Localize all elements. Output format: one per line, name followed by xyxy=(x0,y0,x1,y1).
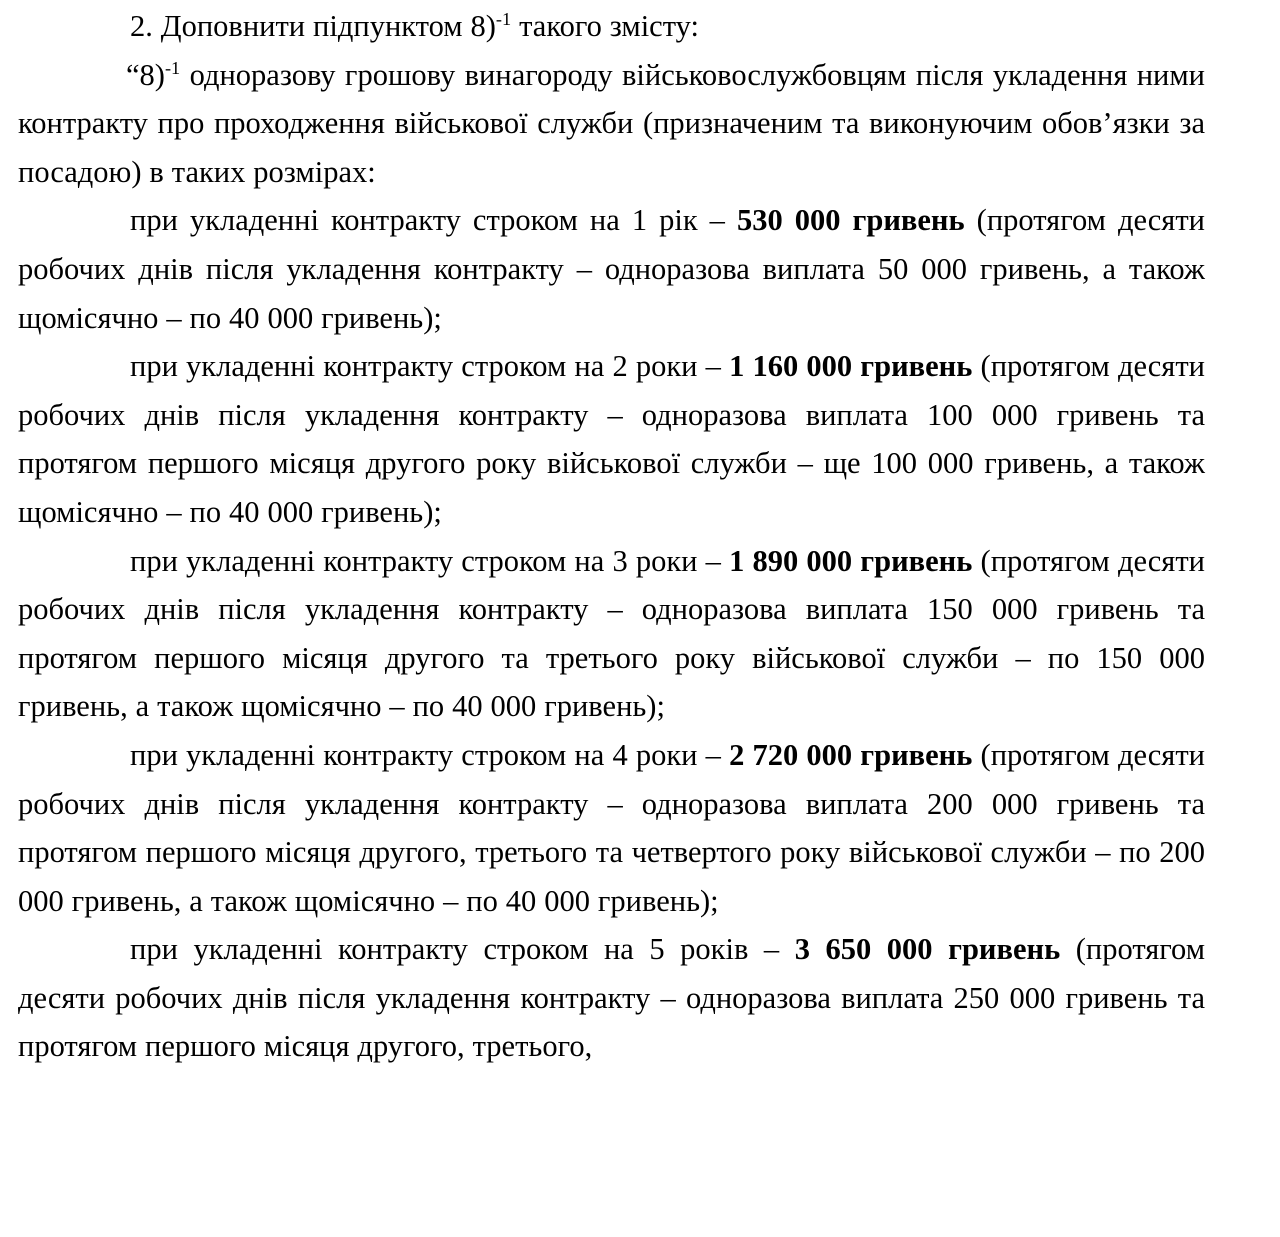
provision-details: (протягом десяти робочих днів після укладення контракту – одноразова виплата 200 000 гривень та протягом першого місяця другого, третього та четвертого року військової служби – по 200 000 гривень, а також щомісячно – по 40 000 гривень); xyxy=(18,737,1205,918)
provision-lead: при укладенні контракту строком на 5 років – xyxy=(130,932,795,967)
provision-details: (протягом десяти робочих днів після укладення контракту – одноразова виплата 50 000 гривень, а також щомісячно – по 40 000 гривень); xyxy=(18,203,1205,335)
provision-term-1-year xyxy=(18,196,1205,342)
provision-term-3-years xyxy=(18,537,1205,731)
provision-details: (протягом десяти робочих днів після укладення контракту – одноразова виплата 250 000 гривень та протягом першого місяця другого, третього, xyxy=(18,932,1206,1064)
provision-lead: при укладенні контракту строком на 2 роки – xyxy=(130,349,730,384)
opening-superscript: -1 xyxy=(164,57,181,78)
provision-term-2-years xyxy=(18,342,1205,536)
provision-amount: 1 160 000 гривень xyxy=(729,349,973,384)
provision-details: (протягом десяти робочих днів після укладення контракту – одноразова виплата 100 000 гривень та протягом першого місяця другого року військової служби – ще 100 000 гривень, а також щомісячно – по 40 000 гривень); xyxy=(18,349,1205,529)
provision-amount: 2 720 000 гривень xyxy=(729,737,973,772)
provision-amount: 530 000 гривень xyxy=(736,203,965,238)
provision-term-4-years xyxy=(18,731,1205,925)
provision-details: (протягом десяти робочих днів після укладення контракту – одноразова виплата 150 000 гривень та протягом першого місяця другого та третього року військової служби – по 150 000 гривень, а також щомісячно – по 40 000 гривень); xyxy=(18,543,1205,724)
opening-paragraph xyxy=(18,51,1205,197)
opening-quote-mark: “ xyxy=(126,57,140,92)
provision-lead: при укладенні контракту строком на 4 роки – xyxy=(130,737,730,772)
provision-term-5-years xyxy=(18,925,1205,1071)
provision-amount: 3 650 000 гривень xyxy=(794,932,1061,967)
document-body xyxy=(18,0,1205,1071)
section-heading-superscript: -1 xyxy=(495,8,512,29)
provision-lead: при укладенні контракту строком на 3 роки – xyxy=(130,543,730,578)
section-heading-text-before: 2. Доповнити підпунктом 8) xyxy=(130,9,496,43)
section-heading-text-after: такого змісту: xyxy=(511,9,699,43)
section-heading xyxy=(18,2,1205,51)
opening-item-number: 8) xyxy=(139,57,165,92)
provision-amount: 1 890 000 гривень xyxy=(729,543,973,578)
provision-lead: при укладенні контракту строком на 1 рік – xyxy=(130,203,737,238)
opening-text: одноразову грошову винагороду військовослужбовцям після укладення ними контракту про проходження військової служби (призначеним та виконуючим обов’язки за посадою) в таких розмірах: xyxy=(18,57,1205,189)
